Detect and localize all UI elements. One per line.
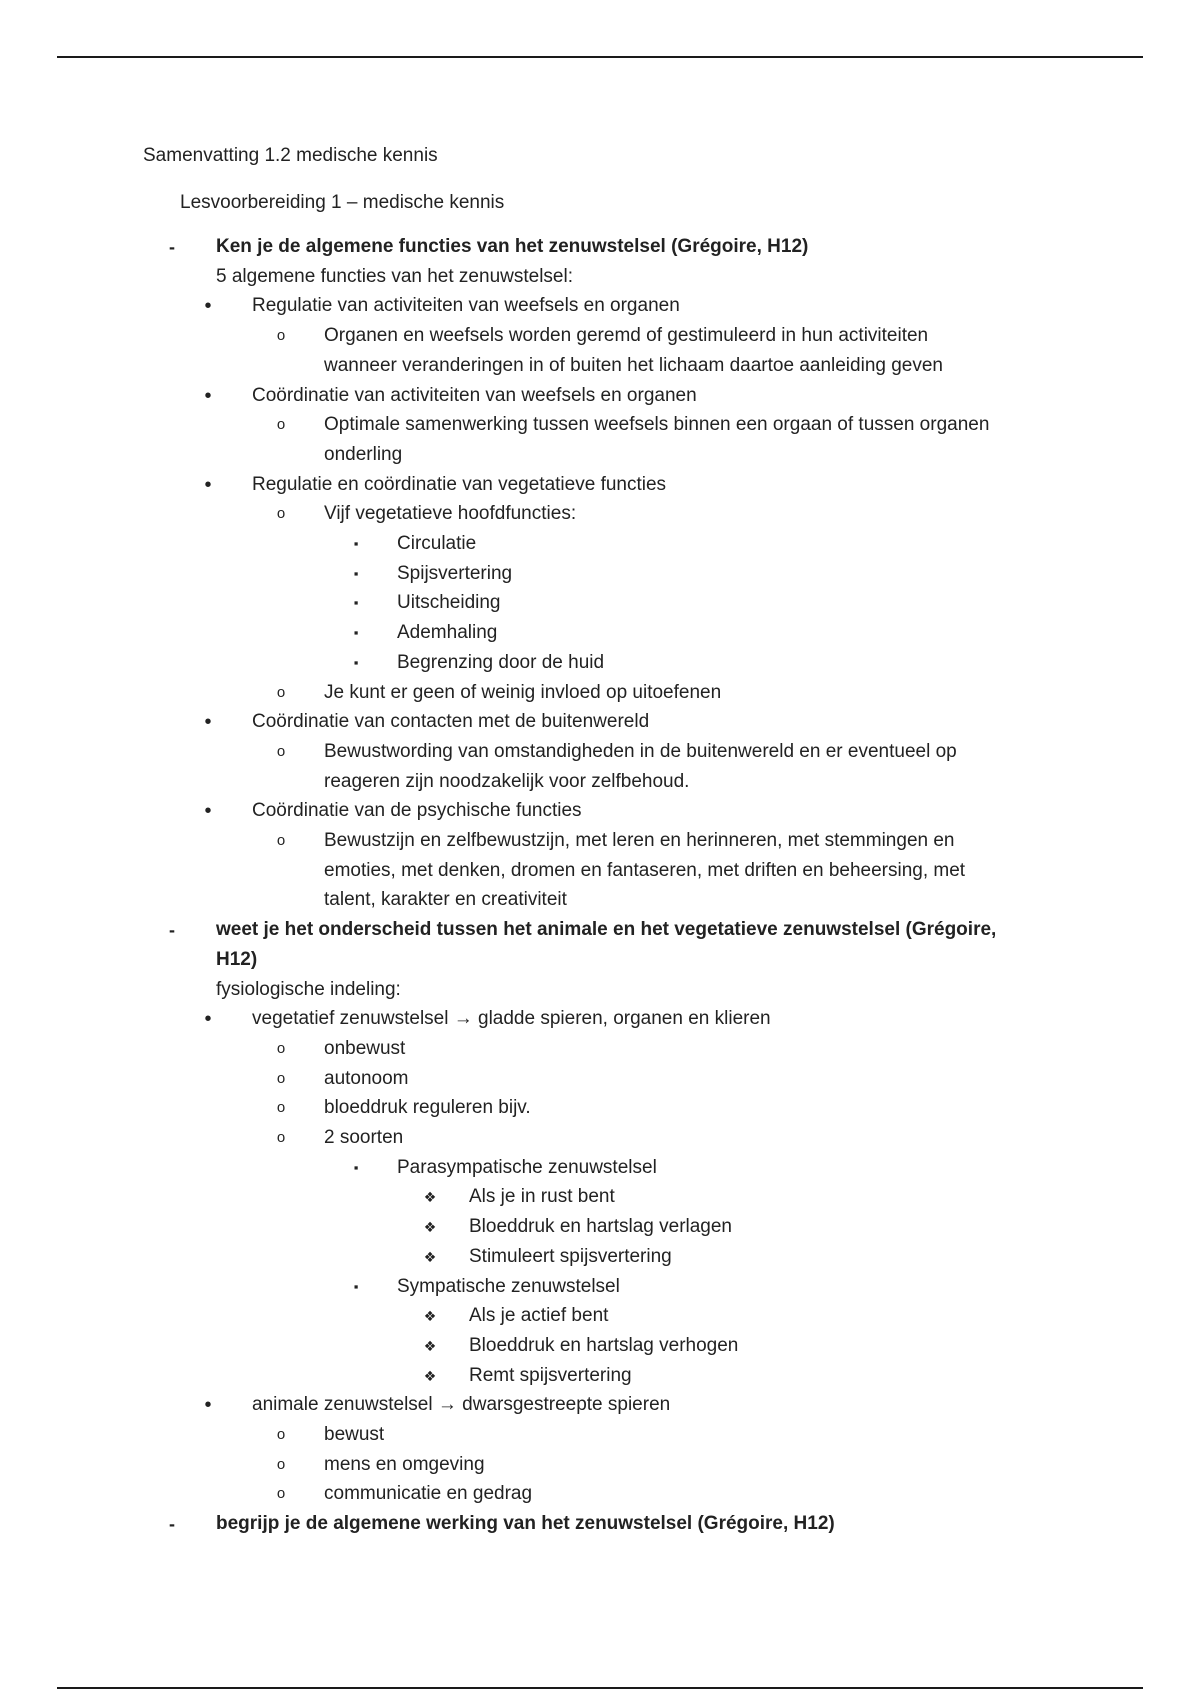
list-item: Bewustwording van omstandigheden in de buitenwereld en er eventueel op <box>324 741 957 762</box>
list-marker: ▪ <box>353 1279 359 1294</box>
list-marker: - <box>169 237 175 257</box>
list-item: onderling <box>324 444 403 465</box>
list-marker: ▪ <box>353 1160 359 1175</box>
list-marker: ▪ <box>353 625 359 640</box>
list-item: Vijf vegetatieve hoofdfuncties: <box>324 503 577 524</box>
list-marker: • <box>204 800 212 822</box>
list-marker: o <box>276 1040 286 1057</box>
list-marker: o <box>276 684 286 701</box>
list-item: mens en omgeving <box>324 1454 485 1475</box>
list-item: Spijsvertering <box>397 563 513 584</box>
list-item: Als je in rust bent <box>469 1186 615 1207</box>
list-marker: ❖ <box>423 1368 437 1384</box>
list-item: reageren zijn noodzakelijk voor zelfbehoud. <box>324 771 690 792</box>
list-marker: ❖ <box>423 1219 437 1235</box>
list-item: wanneer veranderingen in of buiten het lichaam daartoe aanleiding geven <box>324 355 943 376</box>
list-item: vegetatief zenuwstelsel → gladde spieren, organen en klieren <box>252 1008 771 1029</box>
list-item: animale zenuwstelsel → dwarsgestreepte spieren <box>252 1394 671 1415</box>
list-item: Coördinatie van contacten met de buitenwereld <box>252 711 650 732</box>
document-subtitle: Lesvoorbereiding 1 – medische kennis <box>180 192 505 213</box>
list-item: Optimale samenwerking tussen weefsels binnen een orgaan of tussen organen <box>324 414 990 435</box>
list-item: Organen en weefsels worden geremd of gestimuleerd in hun activiteiten <box>324 325 929 346</box>
document-title: Samenvatting 1.2 medische kennis <box>143 145 438 166</box>
list-marker: • <box>204 1394 212 1416</box>
list-marker: - <box>169 920 175 940</box>
list-marker: • <box>204 295 212 317</box>
list-marker: o <box>276 1485 286 1502</box>
list-marker: o <box>276 416 286 433</box>
list-marker: o <box>276 743 286 760</box>
list-item: Parasympatische zenuwstelsel <box>397 1157 657 1178</box>
list-marker: o <box>276 1456 286 1473</box>
list-item: Uitscheiding <box>397 592 501 613</box>
bottom-rule <box>57 1687 1143 1689</box>
list-item: Regulatie van activiteiten van weefsels en organen <box>252 295 680 316</box>
list-marker: • <box>204 474 212 496</box>
list-marker: o <box>276 505 286 522</box>
list-item: talent, karakter en creativiteit <box>324 889 567 910</box>
list-item: bewust <box>324 1424 385 1445</box>
list-marker: ❖ <box>423 1338 437 1354</box>
list-item: 2 soorten <box>324 1127 404 1148</box>
list-item: Sympatische zenuwstelsel <box>397 1276 620 1297</box>
list-item: Circulatie <box>397 533 477 554</box>
list-marker: ❖ <box>423 1308 437 1324</box>
list-item: Je kunt er geen of weinig invloed op uitoefenen <box>324 682 722 703</box>
list-item: onbewust <box>324 1038 406 1059</box>
list-item: Coördinatie van activiteiten van weefsels en organen <box>252 385 697 406</box>
list-marker: o <box>276 832 286 849</box>
list-item: Bloeddruk en hartslag verhogen <box>469 1335 739 1356</box>
list-marker: • <box>204 1008 212 1030</box>
list-marker: • <box>204 711 212 733</box>
list-item: Regulatie en coördinatie van vegetatieve functies <box>252 474 667 495</box>
list-marker: ❖ <box>423 1249 437 1265</box>
list-item: fysiologische indeling: <box>216 979 401 1000</box>
outline-heading: begrijp je de algemene werking van het zenuwstelsel (Grégoire, H12) <box>216 1513 835 1534</box>
list-marker: • <box>204 385 212 407</box>
outline-heading: weet je het onderscheid tussen het animale en het vegetatieve zenuwstelsel (Grégoire, <box>216 919 997 940</box>
list-item: bloeddruk reguleren bijv. <box>324 1097 531 1118</box>
list-item: autonoom <box>324 1068 409 1089</box>
list-item: communicatie en gedrag <box>324 1483 533 1504</box>
list-item: emoties, met denken, dromen en fantaseren, met driften en beheersing, met <box>324 860 966 881</box>
list-item: Begrenzing door de huid <box>397 652 605 673</box>
list-item: Coördinatie van de psychische functies <box>252 800 582 821</box>
list-marker: ▪ <box>353 566 359 581</box>
list-marker: o <box>276 1099 286 1116</box>
outline-heading: H12) <box>216 949 258 970</box>
list-marker: - <box>169 1514 175 1534</box>
list-item: Ademhaling <box>397 622 498 643</box>
list-marker: o <box>276 1129 286 1146</box>
list-marker: o <box>276 327 286 344</box>
list-marker: ▪ <box>353 536 359 551</box>
list-marker: ❖ <box>423 1189 437 1205</box>
list-item: 5 algemene functies van het zenuwstelsel: <box>216 266 573 287</box>
list-marker: ▪ <box>353 655 359 670</box>
list-marker: o <box>276 1070 286 1087</box>
list-item: Remt spijsvertering <box>469 1365 632 1386</box>
top-rule <box>57 56 1143 58</box>
list-marker: o <box>276 1426 286 1443</box>
list-item: Stimuleert spijsvertering <box>469 1246 672 1267</box>
list-item: Als je actief bent <box>469 1305 609 1326</box>
list-marker: ▪ <box>353 595 359 610</box>
outline-heading: Ken je de algemene functies van het zenuwstelsel (Grégoire, H12) <box>216 236 809 257</box>
list-item: Bloeddruk en hartslag verlagen <box>469 1216 733 1237</box>
list-item: Bewustzijn en zelfbewustzijn, met leren en herinneren, met stemmingen en <box>324 830 955 851</box>
